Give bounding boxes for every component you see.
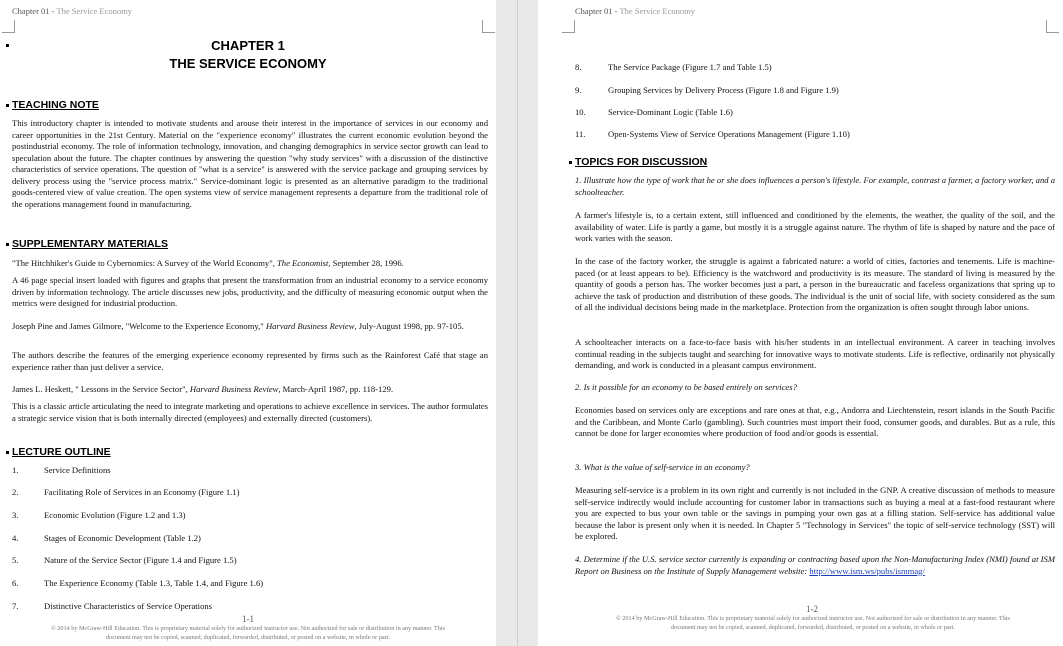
header-title: The Service Economy <box>619 6 695 16</box>
outline-item: Economic Evolution (Figure 1.2 and 1.3) <box>44 510 186 520</box>
outline-item: Open-Systems View of Service Operations Management (Figure 1.10) <box>608 129 850 139</box>
question-3 <box>575 462 1055 474</box>
margin-corner-mark <box>562 20 575 33</box>
reference-3-title: James L. Heskett, " Lessons in the Service Sector", <box>12 384 190 394</box>
lecture-outline-heading: LECTURE OUTLINE <box>12 446 111 458</box>
outline-number: 4. <box>12 533 19 543</box>
question-2 <box>575 382 1055 394</box>
teaching-note-heading: TEACHING NOTE <box>12 99 99 111</box>
reference-3 <box>12 384 488 396</box>
reference-3-description: This is a classic article articulating the need to integrate marketing and operations to achieve excellence in services. The author formulates a strategic service vision that is both internally directed (employees) and externally directed (customers). <box>12 401 488 423</box>
outline-number: 7. <box>12 601 19 611</box>
page-footer <box>568 615 1058 632</box>
reference-2-journal: Harvard Business Review <box>265 321 355 331</box>
outline-number: 9. <box>575 85 582 95</box>
answer-1-schoolteacher: A schoolteacher interacts on a face-to-face basis with his/her students in an intellectual environment. A career in teaching involves continual reading in the subjects taught and searching for innovative ways to motivate students. Life is reflective, ordinarily not physically demanding, and work is conducted in a pleasant campus environment. <box>575 337 1055 370</box>
reference-1-date: , September 28, 1996. <box>328 258 404 268</box>
question-1 <box>575 175 1055 198</box>
outline-item: Service-Dominant Logic (Table 1.6) <box>608 107 733 117</box>
reference-1 <box>12 258 488 270</box>
reference-2 <box>12 321 488 333</box>
page-footer <box>8 625 488 642</box>
outline-number: 8. <box>575 62 582 72</box>
document-page-2[interactable] <box>538 0 1063 646</box>
page-header <box>12 6 132 16</box>
outline-item: Stages of Economic Development (Table 1.2) <box>44 533 201 543</box>
header-chapter: Chapter 01 - <box>12 6 57 16</box>
reference-1-title: "The Hitchhiker's Guide to Cybernomics: A Survey of the World Economy", <box>12 258 278 268</box>
page-number: 1-1 <box>242 614 254 624</box>
outline-number: 3. <box>12 510 19 520</box>
margin-corner-mark <box>1046 20 1059 33</box>
answer-3: Measuring self-service is a problem in its own right and currently is not included in the GNP. A creative discussion of methods to measure self-service indirectly would include accounting for customer labor in transactions such as buying a meal at a fast-food restaurant where you are expected to bus your own table or the savings in pumping your own gas at a filling station. Self-service has additional value because the labor is present only when it is needed. In Chapter 5 "Technology in Services" the topic of self-service technology (SST) will be explored. <box>575 485 1055 541</box>
answer-2: Economies based on services only are exceptions and rare ones at that, e.g., Andorra and Liechtenstein, resort islands in the South Pacific and the Caribbean, and Monte Carlo (gambling). Such countries must import their food, consumer goods, and durables. But as a rule, this cannot be done for larger economies where production of food and/or goods is essential. <box>575 405 1055 438</box>
chapter-subtitle: THE SERVICE ECONOMY <box>169 56 327 71</box>
topics-heading: TOPICS FOR DISCUSSION <box>575 156 708 168</box>
header-title: The Service Economy <box>56 6 132 16</box>
supplementary-heading: SUPPLEMENTARY MATERIALS <box>12 238 168 250</box>
outline-item: Distinctive Characteristics of Service Operations <box>44 601 213 611</box>
reference-2-title: Joseph Pine and James Gilmore, "Welcome to the Experience Economy," <box>12 321 266 331</box>
question-1-text: 1. Illustrate how the type of work that he or she does influences a person's lifestyle. For example, contrast a farmer, a factory worker, and a schoolteacher. <box>575 175 1055 197</box>
outline-item: The Experience Economy (Table 1.3, Table 1.4, and Figure 1.6) <box>44 578 264 588</box>
outline-number: 6. <box>12 578 19 588</box>
document-page-1[interactable] <box>0 0 496 646</box>
margin-corner-mark <box>482 20 495 33</box>
question-2-text: 2. Is it possible for an economy to be based entirely on services? <box>575 382 797 392</box>
outline-number: 11. <box>575 129 586 139</box>
footer-copyright-line: © 2014 by McGraw-Hill Education. This is proprietary material solely for authorized instructor use. Not authorized for sale or distribution in any manner. This <box>51 625 445 632</box>
teaching-note-text: This introductory chapter is intended to motivate students and arouse their interest in the importance of services in our economy and career opportunities in the 21st Century. Material on the "experience economy" illustrates the current economic evolution beyond the postindustrial economy. The role of information technology, innovation, and changing demographics in service sector growth can lead to speculation about the future. The chapter continues by answering the question "why study services" with a discussion of the distinctive characteristics of service operations. The question of "what is a service" is answered with the service package and grouping services by delivery process using the "service process matrix." Service-dominant logic is presented as an alternative paradigm to the traditional goods-centered view of value creation. The open systems view of service management represents a departure from the traditional role of the operations management found in manufacturing. <box>12 118 488 209</box>
outline-item: Grouping Services by Delivery Process (Figure 1.8 and Figure 1.9) <box>608 85 839 95</box>
outline-number: 5. <box>12 555 19 565</box>
answer-1-farmer: A farmer's lifestyle is, to a certain extent, still influenced and conditioned by the elements, the weather, the quality of the soil, and the availability of water. Life is partly a game, but mostly it is a struggle against nature. The rhythm of life is shaped by nature and the pace of work varies with the season. <box>575 210 1055 243</box>
reference-3-date: , March-April 1987, pp. 118-129. <box>278 384 394 394</box>
reference-1-description: A 46 page special insert loaded with figures and graphs that present the transformation from an industrial economy to a service economy driven by information technology. The article discusses new jobs, productivity, and the difficulty of measuring economic output when the metrics were designed for industrial production. <box>12 275 488 308</box>
page-header <box>575 6 695 16</box>
paragraph-mark <box>6 451 9 454</box>
page-number: 1-2 <box>806 604 818 614</box>
paragraph-mark <box>6 243 9 246</box>
footer-copyright-line: © 2014 by McGraw-Hill Education. This is proprietary material solely for authorized instructor use. Not authorized for sale or distribution in any manner. This <box>616 615 1010 622</box>
outline-item: The Service Package (Figure 1.7 and Table 1.5) <box>608 62 772 72</box>
reference-3-journal: Harvard Business Review <box>189 384 279 394</box>
outline-item: Service Definitions <box>44 465 111 475</box>
outline-item: Facilitating Role of Services in an Economy (Figure 1.1) <box>44 487 240 497</box>
outline-number: 2. <box>12 487 19 497</box>
outline-number: 10. <box>575 107 586 117</box>
reference-2-date: , July-August 1998, pp. 97-105. <box>354 321 464 331</box>
paragraph-mark <box>6 104 9 107</box>
footer-restriction-line: document may not be copied, scanned, duplicated, forwarded, distributed, or posted on a website, in whole or part. <box>106 633 390 641</box>
page-divider <box>517 0 518 646</box>
reference-1-journal: The Economist <box>277 258 329 268</box>
reference-2-description: The authors describe the features of the emerging experience economy represented by firms such as the Rainforest Café that stage an experience rather than just deliver a service. <box>12 350 488 372</box>
question-4-text: 4. Determine if the U.S. service sector currently is expanding or contracting based upon the Non-Manufacturing Index (NMI) found at ISM Report on Business on the Institute of Supply Management website: <box>575 554 1055 576</box>
margin-corner-mark <box>2 20 15 33</box>
question-3-text: 3. What is the value of self-service in an economy? <box>575 462 750 472</box>
footer-restriction-line: document may not be copied, scanned, duplicated, forwarded, distributed, or posted on a website, in whole or part. <box>671 623 955 631</box>
outline-number: 1. <box>12 465 19 475</box>
answer-1-factory-worker: In the case of the factory worker, the struggle is against a fabricated nature: a world of cities, factories and tenements. Life is machine-paced (or at least appears to be). Efficiency is the watchword and productivity is its measure. The standard of living is measured by the quantity of goods a person has. The worker becomes just a part, a person in the bureaucratic and faceless organizations that spring up to achieve the task of production and distribution of these goods. The individual is the unit of social life, with society considered as the sum of all the individual decisions being made in the marketplace. Protection from the organization is often sought through labor unions. <box>575 256 1055 312</box>
chapter-title: CHAPTER 1 <box>211 38 285 53</box>
question-4 <box>575 554 1055 577</box>
paragraph-mark <box>569 161 572 164</box>
header-chapter: Chapter 01 - <box>575 6 620 16</box>
outline-item: Nature of the Service Sector (Figure 1.4 and Figure 1.5) <box>44 555 237 565</box>
ism-website-link[interactable]: http://www.ism.ws/pubs/ismmag/ <box>809 565 925 576</box>
